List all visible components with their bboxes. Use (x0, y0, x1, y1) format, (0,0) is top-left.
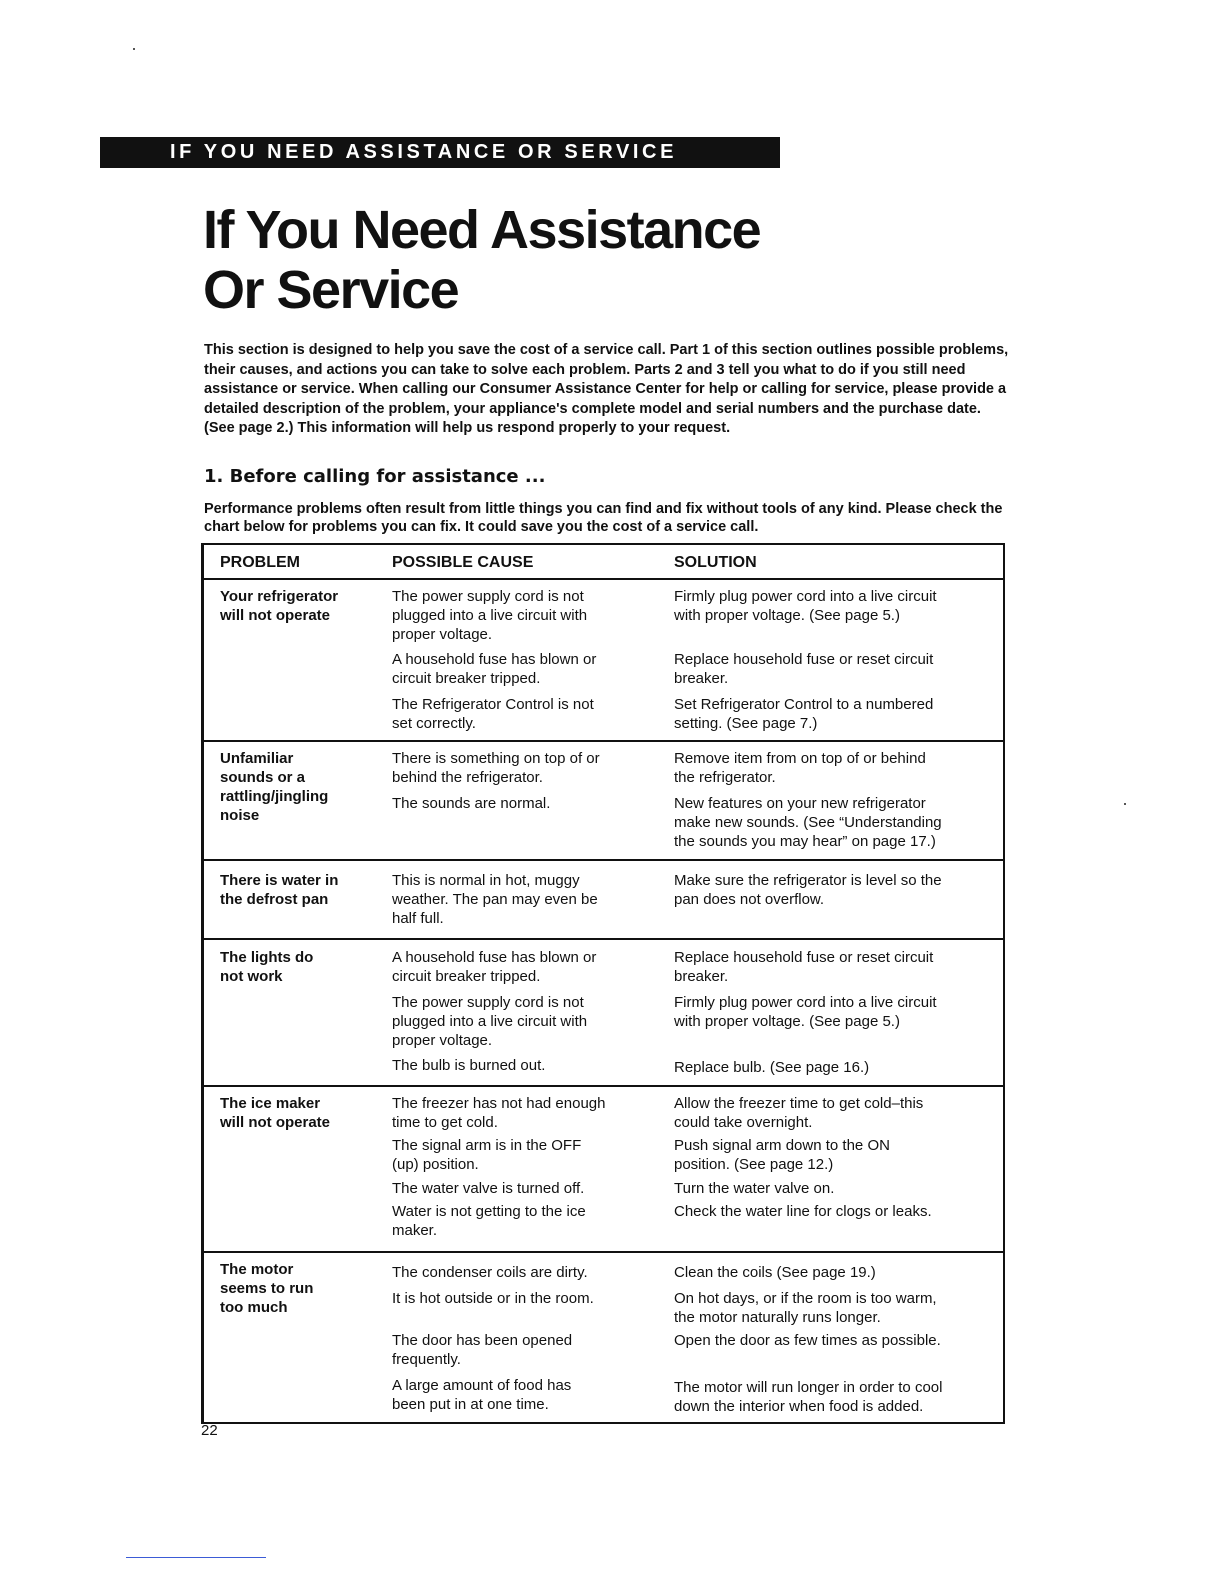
table-group-lights (204, 940, 1003, 1087)
cause-cell: The freezer has not had enough time to get cold. (392, 1095, 606, 1131)
solution-cell: Set Refrigerator Control to a numbered setting. (See page 7.) (674, 696, 934, 732)
table-group-sounds (204, 742, 1003, 861)
problem-label: The lights do not work (220, 949, 314, 985)
cause-cell: The Refrigerator Control is not set correctly. (392, 696, 594, 732)
cause-cell: The bulb is burned out. (392, 1057, 546, 1074)
solution-cell: Replace household fuse or reset circuit breaker. (674, 651, 934, 687)
table-group-ice-maker (204, 1087, 1003, 1253)
table-group-not-operate (204, 580, 1003, 742)
problem-label: The ice maker will not operate (220, 1095, 331, 1131)
solution-cell: Replace household fuse or reset circuit breaker. (674, 949, 934, 985)
section-banner: IF YOU NEED ASSISTANCE OR SERVICE (100, 137, 780, 168)
performance-paragraph: Performance problems often result from little things you can find and fix without tools of any kind. Please check the chart below for problems you can fix. It could save you the cost of a service call. (204, 501, 1003, 535)
table-group-motor (204, 1253, 1003, 1422)
bottom-rule (126, 1557, 266, 1558)
page-number: 22 (201, 1422, 218, 1439)
problem-label: There is water in the defrost pan (220, 872, 339, 908)
solution-cell: Check the water line for clogs or leaks. (674, 1203, 932, 1220)
cause-cell: A household fuse has blown or circuit breaker tripped. (392, 651, 597, 687)
page-title (203, 200, 760, 320)
solution-cell: The motor will run longer in order to cool down the interior when food is added. (674, 1379, 943, 1415)
solution-cell: Turn the water valve on. (674, 1180, 835, 1197)
cause-cell: The door has been opened frequently. (392, 1332, 573, 1368)
speck-right (1124, 803, 1126, 805)
solution-cell: Push signal arm down to the ON position. (See page 12.) (674, 1137, 890, 1173)
solution-cell: Allow the freezer time to get cold–this could take overnight. (674, 1095, 924, 1131)
section-heading: 1. Before calling for assistance ... (204, 466, 546, 487)
cause-cell: There is something on top of or behind the refrigerator. (392, 750, 600, 786)
speck-top (133, 48, 135, 50)
cause-cell: The condenser coils are dirty. (392, 1264, 588, 1281)
problem-label: Unfamiliar sounds or a rattling/jingling noise (220, 750, 329, 824)
solution-cell: Replace bulb. (See page 16.) (674, 1059, 870, 1076)
cause-cell: The water valve is turned off. (392, 1180, 585, 1197)
cause-cell: A household fuse has blown or circuit breaker tripped. (392, 949, 597, 985)
cause-cell: A large amount of food has been put in at one time. (392, 1377, 572, 1413)
page-title-line2: Or Service (203, 260, 459, 320)
solution-cell: Firmly plug power cord into a live circuit with proper voltage. (See page 5.) (674, 588, 937, 624)
solution-cell: Remove item from on top of or behind the refrigerator. (674, 750, 926, 786)
cause-cell: The power supply cord is not plugged into a live circuit with proper voltage. (392, 588, 588, 643)
cause-cell: The sounds are normal. (392, 795, 551, 812)
troubleshooting-table (201, 543, 1005, 1424)
cause-cell: This is normal in hot, muggy weather. The pan may even be half full. (392, 872, 598, 927)
table-group-defrost-pan (204, 861, 1003, 940)
solution-cell: Clean the coils (See page 19.) (674, 1264, 876, 1281)
problem-label: The motor seems to run too much (220, 1261, 314, 1316)
problem-label: Your refrigerator will not operate (220, 588, 339, 624)
intro-paragraph: This section is designed to help you save the cost of a service call. Part 1 of this section outlines possible problems, their causes, and actions you can take to solve each problem. Parts 2 and 3 tell you what to do if you still need assistance or service. When calling our Consumer Assistance Center for help or calling for service, please provide a detailed description of the problem, your appliance's complete model and serial numbers and the purchase date. (See page 2.) This information will help us respond properly to your request. (204, 342, 1009, 437)
solution-cell: On hot days, or if the room is too warm, the motor naturally runs longer. (674, 1290, 937, 1326)
solution-cell: New features on your new refrigerator make new sounds. (See “Understanding the sounds you may hear” on page 17.) (674, 795, 942, 850)
solution-cell: Firmly plug power cord into a live circuit with proper voltage. (See page 5.) (674, 994, 937, 1030)
cause-cell: It is hot outside or in the room. (392, 1290, 594, 1307)
header-cause: POSSIBLE CAUSE (392, 554, 534, 571)
solution-cell: Open the door as few times as possible. (674, 1332, 941, 1349)
cause-cell: The power supply cord is not plugged into a live circuit with proper voltage. (392, 994, 588, 1049)
table-header (204, 545, 1003, 580)
cause-cell: Water is not getting to the ice maker. (392, 1203, 586, 1239)
header-solution: SOLUTION (674, 554, 757, 571)
header-problem: PROBLEM (220, 554, 300, 571)
page-title-line1: If You Need Assistance (203, 200, 761, 260)
cause-cell: The signal arm is in the OFF (up) position. (392, 1137, 582, 1173)
solution-cell: Make sure the refrigerator is level so the pan does not overflow. (674, 872, 942, 908)
